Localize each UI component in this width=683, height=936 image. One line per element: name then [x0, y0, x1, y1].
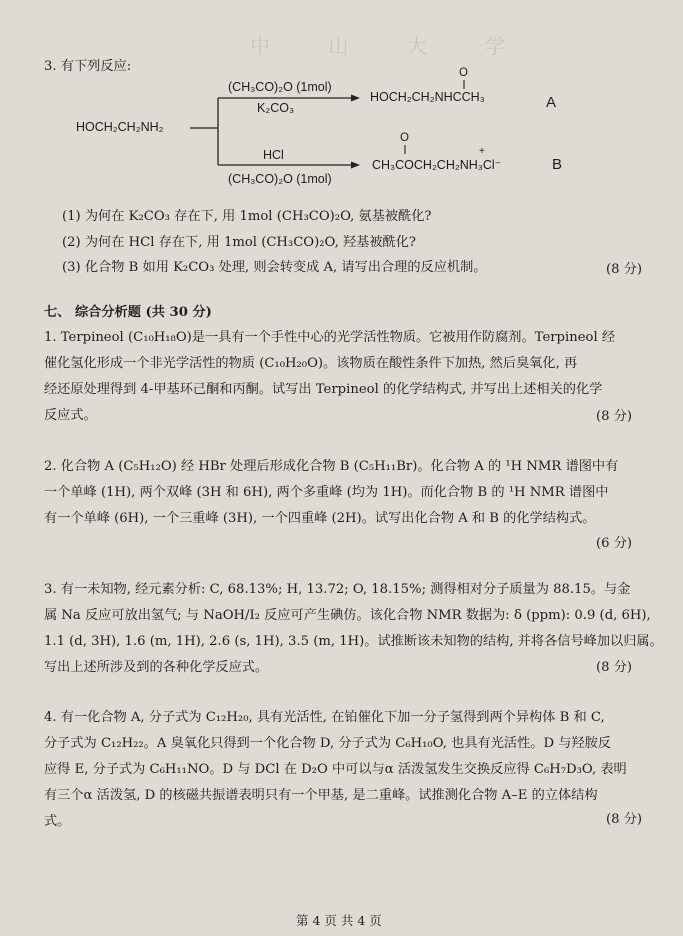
q3-score: (8 分) — [606, 262, 643, 277]
s7-q2-line: 2. 化合物 A (C₅H₁₂O) 经 HBr 处理后形成化合物 B (C₅H₁₁Br)。化合物 A 的 ¹H NMR 谱图中有 — [44, 459, 619, 474]
s7-q1 — [44, 325, 615, 429]
q3-title: 3. 有下列反应: — [44, 59, 132, 74]
product-a: HOCH₂CH₂NHCCH₃ — [370, 90, 485, 104]
s7-q2 — [44, 454, 618, 532]
s7-q4-line: 式。 — [44, 814, 71, 829]
s7-q4-score: (8 分) — [606, 812, 643, 827]
top-reagent-1: (CH₃CO)₂O (1mol) — [228, 80, 332, 94]
s7-q1-line: 催化氢化形成一个非光学活性的物质 (C₁₀H₂₀O)。该物质在酸性条件下加热, 然后臭氧化, 再 — [44, 356, 578, 371]
s7-q4-line: 应得 E, 分子式为 C₆H₁₁NO。D 与 DCl 在 D₂O 中可以与α 活泼氢发生交换反应得 C₆H₇D₃O, 表明 — [44, 762, 627, 777]
product-b: CH₃COCH₂CH₂NH₃Cl⁻ — [372, 158, 502, 172]
section7-title: 七、 综合分析题 (共 30 分) — [44, 305, 212, 320]
label-a: A — [546, 94, 557, 111]
arrowhead-b — [351, 162, 360, 169]
product-b-oxygen: O — [400, 132, 409, 144]
s7-q3-line: 1.1 (d, 3H), 1.6 (m, 1H), 2.6 (s, 1H), 3.5 (m, 1H)。试推断该未知物的结构, 并将各信号峰加以归属。 — [44, 634, 663, 649]
q3-sub3: (3) 化合物 B 如用 K₂CO₃ 处理, 则会转变成 A, 请写出合理的反应机制。 — [62, 260, 487, 275]
header-watermark: 中 山 大 学 — [250, 34, 532, 58]
q3-sub1: (1) 为何在 K₂CO₃ 存在下, 用 1mol (CH₃CO)₂O, 氨基被酰化? — [62, 209, 432, 224]
s7-q3-line: 写出上述所涉及到的各种化学反应式。 — [44, 660, 269, 675]
s7-q3-line: 3. 有一未知物, 经元素分析: C, 68.13%; H, 13.72; O, 18.15%; 测得相对分子质量为 88.15。与金 — [44, 582, 631, 597]
product-b-plus: + — [479, 146, 485, 157]
page-footer: 第 4 页 共 4 页 — [296, 913, 382, 928]
s7-q4-line: 分子式为 C₁₂H₂₂。A 臭氧化只得到一个化合物 D, 分子式为 C₆H₁₀O, 也具有光活性。D 与羟胺反 — [44, 736, 611, 751]
s7-q4-line: 4. 有一化合物 A, 分子式为 C₁₂H₂₀, 具有光活性, 在铂催化下加一分子氢得到两个异构体 B 和 C, — [44, 710, 605, 725]
bottom-reagent-2: (CH₃CO)₂O (1mol) — [228, 172, 332, 186]
q3-sub2: (2) 为何在 HCl 存在下, 用 1mol (CH₃CO)₂O, 羟基被酰化? — [62, 235, 416, 250]
product-a-oxygen: O — [459, 67, 468, 79]
reactant: HOCH₂CH₂NH₂ — [76, 120, 164, 134]
s7-q1-line: 经还原处理得到 4-甲基环己酮和丙酮。试写出 Terpineol 的化学结构式, 并写出上述相关的化学 — [44, 382, 603, 397]
top-reagent-2: K₂CO₃ — [257, 101, 295, 115]
s7-q3-score: (8 分) — [596, 660, 633, 675]
arrowhead-a — [351, 95, 360, 102]
s7-q1-score: (8 分) — [596, 409, 633, 424]
s7-q3-line: 属 Na 反应可放出氢气; 与 NaOH/I₂ 反应可产生碘仿。该化合物 NMR 数据为: δ (ppm): 0.9 (d, 6H), — [44, 608, 651, 623]
s7-q4 — [44, 705, 627, 835]
s7-q1-line: 1. Terpineol (C₁₀H₁₈O)是一具有一个手性中心的光学活性物质。它被用作防腐剂。Terpineol 经 — [44, 330, 616, 345]
label-b: B — [552, 156, 563, 173]
s7-q4-line: 有三个α 活泼氢, D 的核磁共振谱表明只有一个甲基, 是二重峰。试推测化合物 A–E 的立体结构 — [44, 788, 598, 803]
s7-q1-line: 反应式。 — [44, 408, 97, 423]
s7-q2-line: 一个单峰 (1H), 两个双峰 (3H 和 6H), 两个多重峰 (均为 1H)。而化合物 B 的 ¹H NMR 谱图中 — [44, 485, 609, 500]
s7-q2-score: (6 分) — [596, 536, 633, 551]
bottom-reagent-1: HCl — [263, 148, 284, 162]
s7-q2-line: 有一个单峰 (6H), 一个三重峰 (3H), 一个四重峰 (2H)。试写出化合物 A 和 B 的化学结构式。 — [44, 511, 596, 526]
s7-q3 — [44, 577, 663, 681]
